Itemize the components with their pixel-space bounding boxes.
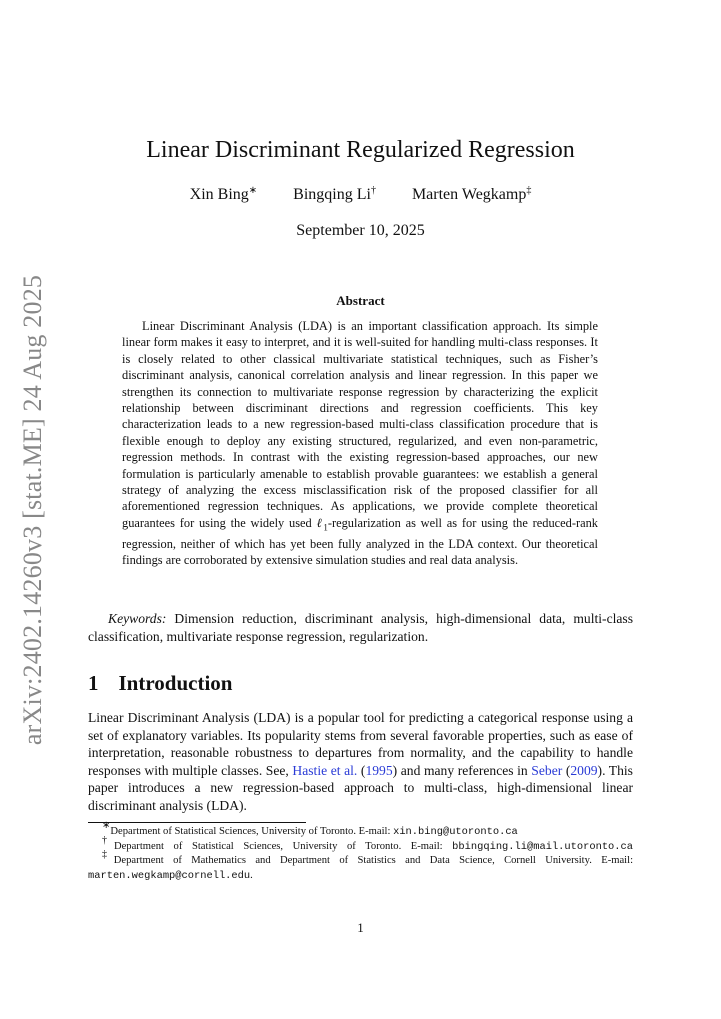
author-list [0,186,721,204]
footnotes [88,820,634,884]
section-number: 1 [88,671,99,695]
intro-paragraph: Linear Discriminant Analysis (LDA) is a popular tool for predicting a categorical response using a set of explanatory variables. Its popularity stems from several favorable properties, such as ease of interpretation, reasonable robustness to departures from normality, and the capability to handle responses with multiple classes. See, Hastie et al. (1995) and many references in Seber (2009). This paper introduces a new regression-based approach to multi-class, high-dimensional linear discriminant analysis (LDA). [88,710,633,813]
keywords-text: Dimension reduction, discriminant analysis, high-dimensional data, multi-class classification, multivariate response regression, regularization. [88,611,633,644]
section-title: Introduction [118,671,233,695]
keywords [88,610,633,645]
email: bbingqing.li@mail.utoronto.ca [452,840,633,853]
author-mark: † [370,185,376,196]
ell-subscript: 1 [323,522,328,533]
author: Marten Wegkamp‡ [411,185,532,203]
email: xin.bing@utoronto.ca [393,826,518,838]
footnote: ‡Department of Mathematics and Department of Statistics and Data Science, Cornell University. E-mail: marten.wegkamp@cornell.edu. [88,849,634,883]
author: Xin Bing∗ [189,185,258,203]
paper-date: September 10, 2025 [296,222,425,239]
citation-year-link[interactable]: 1995 [365,762,393,778]
author-mark: ∗ [248,185,258,196]
footnote-rule [88,822,306,823]
page-number: 1 [357,920,364,935]
section-heading [88,671,232,696]
abstract-heading: Abstract [336,293,385,308]
email: marten.wegkamp@cornell.edu [88,870,251,883]
citation-year-link[interactable]: 2009 [570,762,598,778]
author: Bingqing Li† [293,185,376,203]
abstract-body: Linear Discriminant Analysis (LDA) is an important classification approach. Its simple linear form makes it easy to interpret, and it is well-suited for handling multi-class responses. It is closely related to other classical multivariate statistical techniques, such as Fisher’s discriminant analysis, canonical correlation analysis and linear regression. In this paper we strengthen its connection to multivariate response regression by characterizing the explicit relationship between discriminant directions and regression coefficients. This key characterization leads to a new regression-based multi-class classification procedure that is flexible enough to deploy any existing structured, regularized, and even non-parametric, regression methods. In contrast with the existing regression-based approaches, our new formulation is particularly amenable to establish provable guarantees: we establish a general strategy of analyzing the excess misclassification risk of the proposed classifier for all aforementioned regression techniques. As applications, we provide complete theoretical guarantees for using the widely used ℓ$_1$-regularization as well as for using the reduced-rank regression, neither of which has yet been fully analyzed in the LDA context. Our theoretical findings are corroborated by extensive simulation studies and real data analysis. [122,319,598,568]
footnote: †Department of Statistical Sciences, University of Toronto. E-mail: bbingqing.li@mail.utoronto.ca [102,834,633,853]
footnote: ∗Department of Statistical Sciences, University of Toronto. E-mail: xin.bing@utoronto.ca [102,820,518,838]
keywords-label: Keywords: [108,611,167,626]
citation-link[interactable]: Hastie et al. [292,762,358,778]
citation-link[interactable]: Seber [531,762,563,778]
paper-title: Linear Discriminant Regularized Regression [146,137,575,163]
arxiv-identifier: arXiv:2402.14260v3 [stat.ME] 24 Aug 2025 [18,274,47,746]
ell-symbol: ℓ [316,515,324,530]
author-mark: ‡ [526,185,532,196]
